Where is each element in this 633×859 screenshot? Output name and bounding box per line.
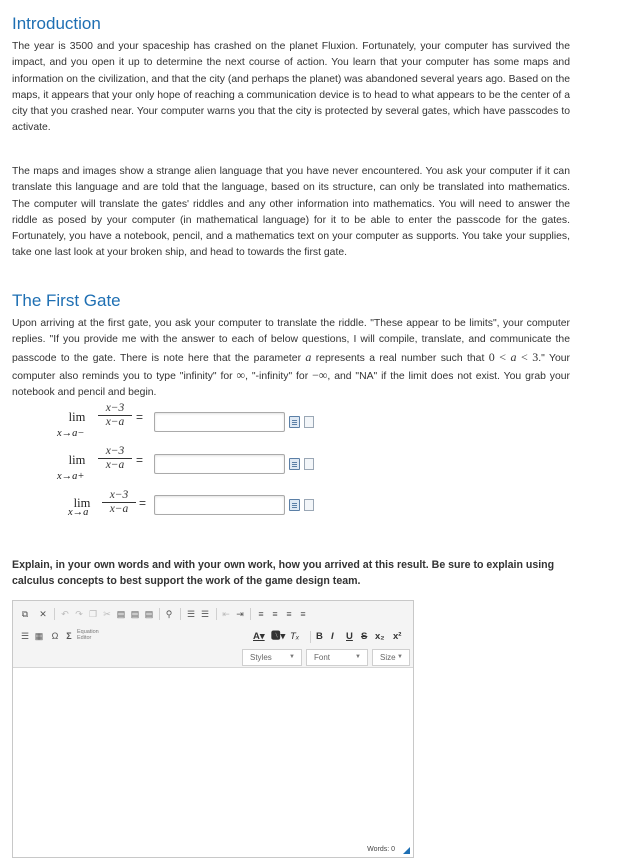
superscript-button[interactable]: x²	[393, 631, 402, 642]
answer-input-1[interactable]	[154, 412, 285, 432]
indent-icon[interactable]: ⇥	[236, 609, 244, 619]
explain-prompt: Explain, in your own words and with your own work, how you arrived at this result. Be sure to explain using calculus concepts to best support the work of the game design team.	[12, 559, 555, 587]
toolbar-separator	[216, 608, 217, 620]
table-icon[interactable]: ▦	[34, 631, 44, 641]
numbered-list-icon[interactable]: ☰	[186, 609, 196, 619]
editor-status-bar	[13, 841, 413, 857]
font-dropdown[interactable]	[306, 649, 368, 666]
gate-paragraph	[12, 316, 570, 401]
maximize-icon[interactable]: ✕	[39, 609, 47, 619]
gate-text-b: represents a real number such that	[311, 352, 489, 364]
fraction-numerator: x−3	[98, 445, 132, 459]
styles-dropdown[interactable]	[242, 649, 302, 666]
section-title-first-gate: The First Gate	[12, 291, 121, 310]
toolbar-separator	[54, 608, 55, 620]
paste-text-icon[interactable]: ▤	[130, 609, 140, 619]
chevron-down-icon: ▼	[397, 654, 403, 660]
find-icon[interactable]: ⚲	[165, 609, 173, 619]
align-left-icon[interactable]: ≡	[258, 609, 264, 619]
size-dropdown[interactable]	[372, 649, 410, 666]
equation-editor-label[interactable]: Equation Editor	[77, 629, 99, 641]
math-zero: 0	[488, 349, 495, 364]
redo-icon[interactable]: ↷	[75, 609, 83, 619]
paste-word-icon[interactable]: ▤	[144, 609, 154, 619]
resize-handle-icon[interactable]	[403, 847, 410, 854]
toolbar-separator	[250, 608, 251, 620]
preview-icon[interactable]	[304, 416, 314, 428]
answer-input-2[interactable]	[154, 454, 285, 474]
source-icon[interactable]: ⧉	[21, 609, 29, 619]
intro-paragraph-1: The year is 3500 and your spaceship has crashed on the planet Fluxion. Fortunately, your computer has survived the impact, and you open it up to determine the next course of action. You learn that your computer has some maps and information on the civilization, and that the city (and perhaps the planet) was abandoned several years ago. Based on the maps, it appears that your only hope of reaching a communication device is to head to what appears to be the center of a city that you crashed near. Your computer warns you that the city is protected by several gates, which have passcodes to activate.	[12, 41, 570, 134]
limit-question-3	[52, 489, 322, 529]
preview-icon[interactable]	[304, 458, 314, 470]
toolbar-separator	[159, 608, 160, 620]
editor-toolbar	[13, 601, 413, 668]
fraction-denominator: x−a	[105, 416, 125, 428]
bulleted-list-icon[interactable]: ☰	[200, 609, 210, 619]
math-param-a: a	[305, 349, 312, 364]
rich-text-editor	[12, 600, 414, 858]
math-neg-infinity: −∞	[312, 367, 328, 382]
gate-text-e: , and "NA" if the limit does not exist. You grab your notebook and pencil and begin.	[12, 370, 570, 399]
text-color-icon[interactable]: A▾	[253, 631, 265, 642]
toolbar-separator	[310, 631, 311, 643]
align-justify-icon[interactable]: ≡	[300, 609, 306, 619]
sigma-icon[interactable]: Σ	[66, 631, 72, 641]
align-center-icon[interactable]: ≡	[272, 609, 278, 619]
font-dropdown-label: Font	[314, 653, 331, 662]
equals-sign: =	[139, 496, 147, 510]
fraction-numerator: x−3	[98, 402, 132, 416]
limit-question-2	[52, 445, 322, 485]
lim-word: lim	[73, 496, 91, 510]
paste-icon[interactable]: ▤	[116, 609, 126, 619]
preview-icon[interactable]	[304, 499, 314, 511]
equals-sign: =	[136, 410, 144, 424]
limit-fraction	[98, 445, 132, 472]
intro-paragraph-2: The maps and images show a strange alien language that you have never encountered. You ask your computer if it can translate this language and are told that the language, based on its structure, can only be translated into mathematics. The computer will translate the gates' riddles and any other information into mathematics. You will need to answer the riddle as posed by your computer (in mathematical language) for it to be able to enter the passcode for the gates. Fortunately, you have a notebook, pencil, and a mathematics text on your computer as supports. You take your supplies, take one last look at your broken ship, and head to towards the first gate.	[12, 166, 570, 259]
italic-button[interactable]: I	[331, 631, 334, 642]
lim-subscript: x→a	[68, 507, 89, 518]
editor-content-area[interactable]	[13, 668, 413, 841]
underline-button[interactable]: U	[346, 631, 353, 642]
background-color-icon[interactable]: 🅰▾	[271, 631, 286, 642]
math-palette-icon[interactable]	[289, 416, 300, 428]
align-right-icon[interactable]: ≡	[286, 609, 292, 619]
omega-icon[interactable]: Ω	[51, 631, 59, 641]
copy-icon[interactable]: ❐	[88, 609, 98, 619]
remove-format-icon[interactable]: Tₓ	[290, 631, 300, 642]
horizontal-rule-icon[interactable]: ☰	[20, 631, 30, 641]
lim-word: lim	[68, 410, 86, 424]
chevron-down-icon: ▼	[289, 654, 295, 660]
lim-subscript: x→a+	[57, 471, 85, 482]
fraction-denominator: x−a	[105, 459, 125, 471]
math-a: a	[510, 349, 517, 364]
gate-text-a: Upon arriving at the first gate, you ask your computer to translate the riddle. "These appear to be limits", your computer replies. "If you provide me with the answer to each of below questions, I will compile, translate, and communicate the passcode to the gate. There is note here that the parameter	[12, 318, 570, 364]
math-palette-icon[interactable]	[289, 458, 300, 470]
subscript-button[interactable]: x₂	[375, 631, 385, 642]
bold-button[interactable]: B	[316, 631, 323, 642]
size-dropdown-label: Size	[380, 653, 396, 662]
chevron-down-icon: ▼	[355, 654, 361, 660]
answer-input-3[interactable]	[154, 495, 285, 515]
word-count: Words: 0	[367, 846, 395, 853]
math-palette-icon[interactable]	[289, 499, 300, 511]
toolbar-separator	[180, 608, 181, 620]
undo-icon[interactable]: ↶	[61, 609, 69, 619]
equals-sign: =	[136, 453, 144, 467]
math-lt: <	[494, 349, 511, 364]
gate-text-c: ." Your computer also reminds you to type "infinity" for	[12, 352, 570, 382]
section-title-introduction: Introduction	[12, 14, 101, 33]
styles-dropdown-label: Styles	[250, 653, 272, 662]
math-lt-2: <	[516, 349, 533, 364]
math-infinity: ∞	[236, 367, 246, 382]
strikethrough-button[interactable]: S	[361, 631, 368, 642]
lim-subscript: x→a−	[57, 428, 85, 439]
math-three: 3	[532, 349, 539, 364]
limit-question-1	[52, 402, 322, 442]
outdent-icon[interactable]: ⇤	[222, 609, 230, 619]
gate-text-d: , "-infinity" for	[245, 370, 313, 382]
cut-icon[interactable]: ✂	[103, 609, 111, 619]
fraction-numerator: x−3	[102, 489, 136, 503]
limit-fraction	[102, 489, 136, 516]
lim-word: lim	[68, 453, 86, 467]
fraction-denominator: x−a	[109, 503, 129, 515]
limit-fraction	[98, 402, 132, 429]
